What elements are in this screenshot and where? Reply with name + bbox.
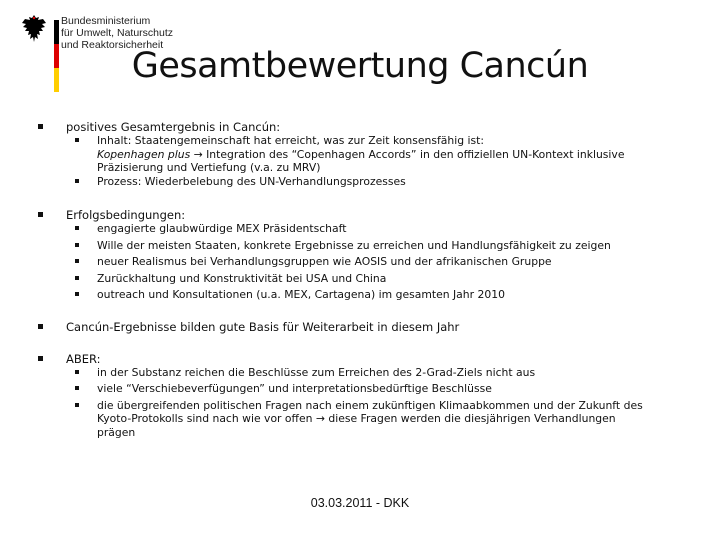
sub-bullet-continuation: Kyoto-Protokolls sind nach wie vor offen → diese Fragen werden die diesjährigen Verhandlungen bbox=[97, 412, 616, 425]
bullet-section-result bbox=[0, 120, 720, 188]
sub-bullet-icon bbox=[75, 138, 79, 142]
slide-content bbox=[0, 120, 720, 439]
sub-bullet-text: viele “Verschiebeverfügungen” und interpretationsbedürftige Beschlüsse bbox=[97, 382, 492, 395]
sub-bullet-icon bbox=[75, 243, 79, 247]
sub-bullet-continuation: Kopenhagen plus → Integration des “Copenhagen Accords” in den offiziellen UN-Kontext inklusive bbox=[97, 147, 625, 161]
bullet-icon bbox=[38, 324, 43, 329]
sub-bullet-icon bbox=[75, 370, 79, 374]
sub-bullet-icon bbox=[75, 386, 79, 390]
federal-eagle-icon bbox=[20, 12, 48, 46]
bullet-text: positives Gesamtergebnis in Cancún: bbox=[66, 120, 281, 134]
bullet-section-conditions bbox=[0, 208, 720, 302]
sub-bullet-continuation: Präzisierung und Vertiefung (v.a. zu MRV) bbox=[97, 161, 321, 174]
sub-bullet-text: Zurückhaltung und Konstruktivität bei USA und China bbox=[97, 271, 387, 285]
sub-bullet-icon bbox=[75, 179, 79, 183]
bullet-section-basis bbox=[0, 320, 720, 334]
bullet-icon bbox=[38, 124, 43, 129]
bullet-icon bbox=[38, 212, 43, 217]
sub-bullet-continuation: prägen bbox=[97, 425, 136, 439]
ministry-name: Bundesministerium für Umwelt, Naturschutz und Reaktorsicherheit bbox=[61, 15, 174, 51]
bullet-text: Cancún-Ergebnisse bilden gute Basis für Weiterarbeit in diesem Jahr bbox=[66, 319, 460, 334]
sub-bullet-text: neuer Realismus bei Verhandlungsgruppen wie AOSIS und der afrikanischen Gruppe bbox=[97, 255, 552, 268]
sub-bullet-icon bbox=[75, 276, 79, 280]
bullet-text: Erfolgsbedingungen: bbox=[66, 208, 186, 222]
sub-bullet-text: Prozess: Wiederbelebung des UN-Verhandlungsprozesses bbox=[97, 174, 406, 188]
sub-bullet-icon bbox=[75, 226, 79, 230]
sub-bullet-text: Inhalt: Staatengemeinschaft hat erreicht, was zur Zeit konsensfähig ist: bbox=[97, 134, 485, 147]
sub-bullet-text: outreach und Konsultationen (u.a. MEX, Cartagena) im gesamten Jahr 2010 bbox=[97, 288, 505, 301]
bullet-icon bbox=[38, 356, 43, 361]
page-title: Gesamtbewertung Cancún bbox=[131, 46, 589, 86]
bullet-text: ABER: bbox=[66, 351, 101, 366]
bullet-section-but bbox=[0, 352, 720, 440]
sub-bullet-text: die übergreifenden politischen Fragen nach einem zukünftigen Klimaabkommen und der Zukunft des bbox=[97, 398, 643, 412]
sub-bullet-icon bbox=[75, 403, 79, 407]
sub-bullet-text: in der Substanz reichen die Beschlüsse zum Erreichen des 2-Grad-Ziels nicht aus bbox=[97, 365, 536, 379]
sub-bullet-text: Wille der meisten Staaten, konkrete Ergebnisse zu erreichen und Handlungsfähigkeit zu zeigen bbox=[97, 238, 611, 252]
sub-bullet-icon bbox=[75, 292, 79, 296]
sub-bullet-icon bbox=[75, 259, 79, 263]
footer-date: 03.03.2011 - DKK bbox=[310, 496, 410, 510]
sub-bullet-text: engagierte glaubwürdige MEX Präsidentschaft bbox=[97, 222, 347, 235]
